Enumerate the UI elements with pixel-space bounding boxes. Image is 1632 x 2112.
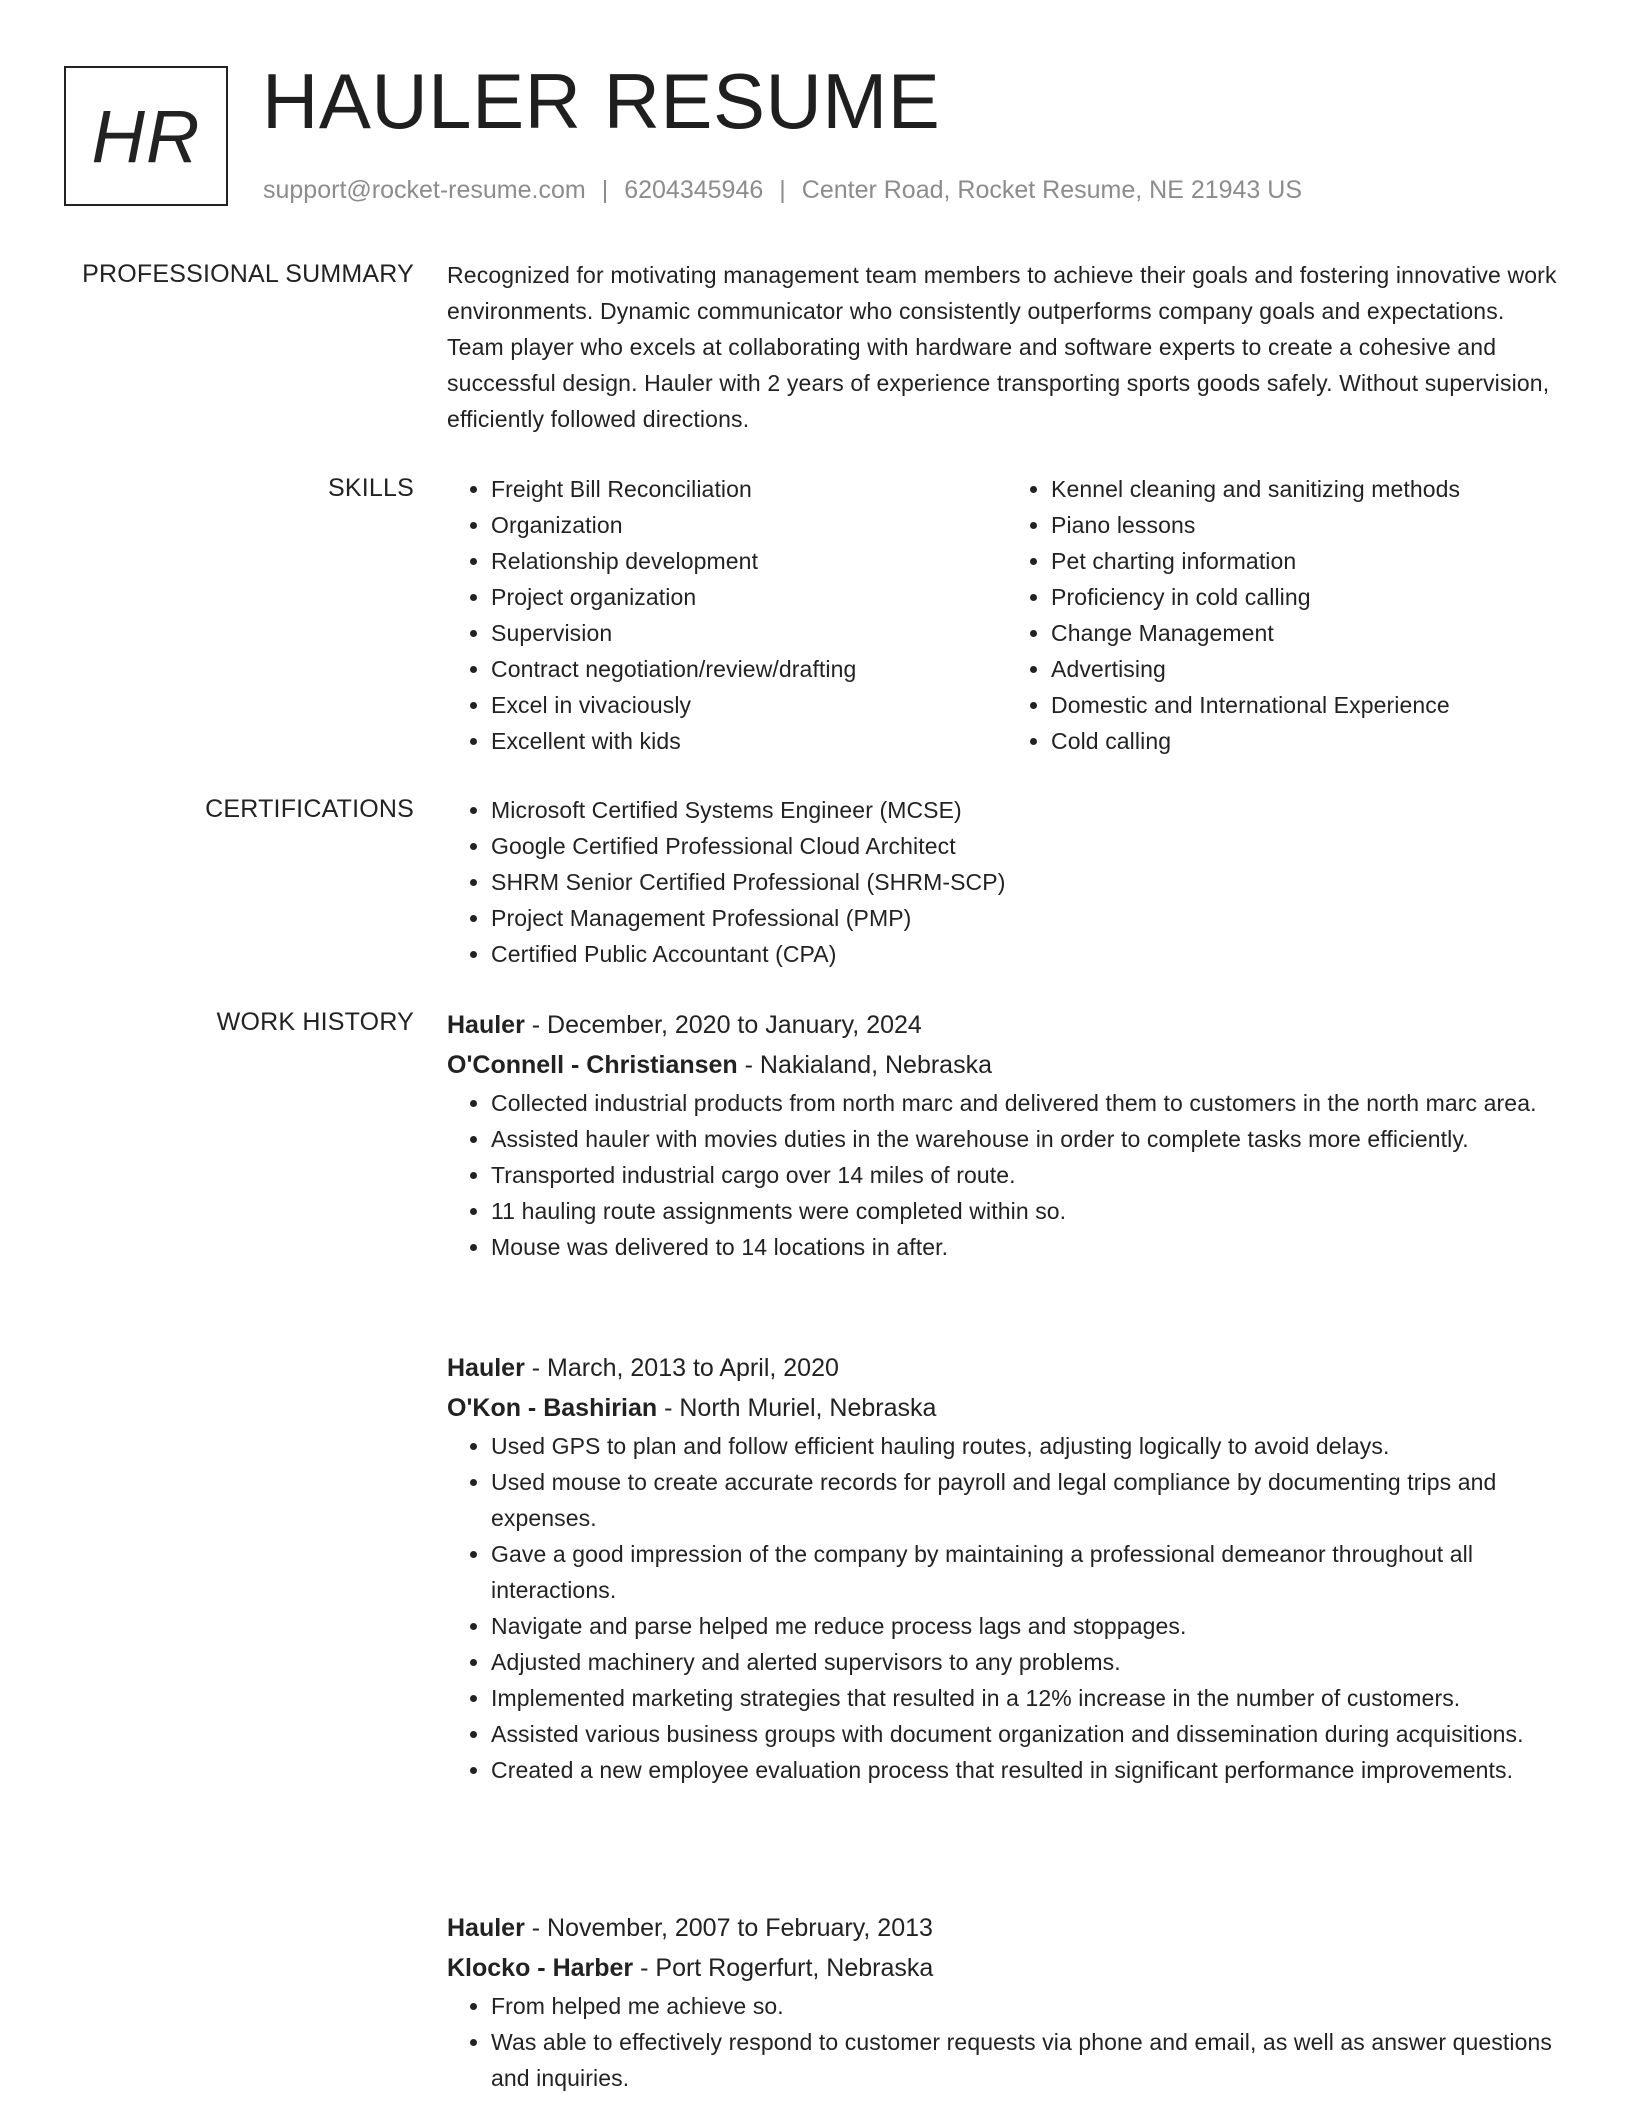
job-dash: - [524,1011,548,1039]
skills-body [447,471,1567,759]
skill-item: • Advertising [1051,651,1567,687]
job-bullet: • Mouse was delivered to 14 locations in after. [491,1229,1567,1265]
job-bullet: • Collected industrial products from north marc and delivered them to customers in the north marc area. [491,1085,1567,1121]
certification-item: • Certified Public Accountant (CPA) [491,936,1567,972]
job-company-line [447,1045,1567,1085]
job-bullet: • From helped me achieve so. [491,1988,1567,2024]
job-bullet: • Adjusted machinery and alerted supervisors to any problems. [491,1644,1567,1680]
skill-item: • Pet charting information [1051,543,1567,579]
summary-body [447,257,1567,437]
job-bullet: • Navigate and parse helped me reduce process lags and stoppages. [491,1608,1567,1644]
job-title: Hauler [447,1011,525,1039]
contact-line [263,174,1302,206]
job-bullet: • Transported industrial cargo over 14 miles of route. [491,1157,1567,1193]
contact-separator: | [601,176,609,204]
job-company-line [447,1948,1567,1988]
contact-email[interactable]: support@rocket-resume.com [263,176,586,204]
summary-text: Recognized for motivating management team members to achieve their goals and fostering innovative work environments. Dynamic communicator who consistently outperforms company goals and expectations. Team player who excels at collaborating with hardware and software experts to create a cohesive and successful design. Hauler with 2 years of experience transporting sports goods safely. Without supervision, efficiently followed directions. [447,262,1557,432]
job-bullet: • Was able to effectively respond to customer requests via phone and email, as well as answer questions and inquiries. [491,2024,1567,2096]
skills-list-right [1007,471,1567,759]
work-history-body [447,1005,1567,2096]
job-location: North Muriel, Nebraska [679,1394,937,1422]
skill-item: • Excellent with kids [491,723,1007,759]
job-dates: November, 2007 to February, 2013 [547,1914,933,1942]
job-bullet: • Used GPS to plan and follow efficient hauling routes, adjusting logically to avoid delays. [491,1428,1567,1464]
job-bullet: • Assisted various business groups with document organization and dissemination during acquisitions. [491,1716,1567,1752]
job-bullet: • Gave a good impression of the company by maintaining a professional demeanor throughout all interactions. [491,1536,1567,1608]
skill-item: • Contract negotiation/review/drafting [491,651,1007,687]
certification-item: • Project Management Professional (PMP) [491,900,1567,936]
skill-item: • Freight Bill Reconciliation [491,471,1007,507]
skill-item: • Change Management [1051,615,1567,651]
job-company-line [447,1388,1567,1428]
job-title: Hauler [447,1354,525,1382]
job-dash: - [633,1954,656,1982]
job-entry [447,1348,1567,1908]
contact-separator: | [779,176,786,204]
certification-item: • Google Certified Professional Cloud Architect [491,828,1567,864]
skill-item: • Cold calling [1051,723,1567,759]
job-bullet-list [447,1988,1567,2096]
job-entry [447,1005,1567,1348]
section-label-certifications: CERTIFICATIONS [205,795,414,823]
job-company: O'Connell - Christiansen [447,1051,738,1079]
skills-columns [447,471,1567,759]
certifications-body [447,792,1567,972]
job-dash: - [737,1051,760,1079]
skill-item: • Proficiency in cold calling [1051,579,1567,615]
skill-item: • Piano lessons [1051,507,1567,543]
skill-item: • Relationship development [491,543,1007,579]
section-label-skills: SKILLS [328,474,414,502]
monogram-box [64,66,228,206]
skills-list-left [447,471,1007,759]
certifications-list [447,792,1567,972]
skill-item: • Excel in vivaciously [491,687,1007,723]
contact-address: Center Road, Rocket Resume, NE 21943 US [801,176,1303,204]
job-location: Port Rogerfurt, Nebraska [655,1954,934,1982]
job-dash: - [524,1354,548,1382]
job-location: Nakialand, Nebraska [759,1051,992,1079]
skill-item: • Supervision [491,615,1007,651]
job-dash: - [657,1394,680,1422]
skill-item: • Domestic and International Experience [1051,687,1567,723]
job-entry [447,1908,1567,2096]
skill-item: • Project organization [491,579,1007,615]
skill-item: • Organization [491,507,1007,543]
certification-item: • SHRM Senior Certified Professional (SHRM-SCP) [491,864,1567,900]
job-dates: March, 2013 to April, 2020 [547,1354,839,1382]
job-title-line [447,1348,1567,1388]
job-title-line [447,1005,1567,1045]
job-company: Klocko - Harber [447,1954,634,1982]
section-label-summary: PROFESSIONAL SUMMARY [82,260,414,288]
job-title-line [447,1908,1567,1948]
resume-title: HAULER RESUME [262,57,941,145]
job-dates: December, 2020 to January, 2024 [547,1011,922,1039]
job-title: Hauler [447,1914,525,1942]
job-bullet: • Implemented marketing strategies that resulted in a 12% increase in the number of customers. [491,1680,1567,1716]
section-label-work-history: WORK HISTORY [216,1008,414,1036]
job-bullet-list [447,1428,1567,1788]
job-bullet: • Assisted hauler with movies duties in the warehouse in order to complete tasks more efficiently. [491,1121,1567,1157]
monogram-initials: HR [91,94,201,178]
job-bullet: • 11 hauling route assignments were completed within so. [491,1193,1567,1229]
job-bullet: • Created a new employee evaluation process that resulted in significant performance improvements. [491,1752,1567,1788]
skill-item: • Kennel cleaning and sanitizing methods [1051,471,1567,507]
job-company: O'Kon - Bashirian [447,1394,658,1422]
contact-phone[interactable]: 6204345946 [624,176,764,204]
job-bullet: • Used mouse to create accurate records for payroll and legal compliance by documenting trips and expenses. [491,1464,1567,1536]
job-dash: - [524,1914,548,1942]
job-bullet-list [447,1085,1567,1265]
certification-item: • Microsoft Certified Systems Engineer (MCSE) [491,792,1567,828]
